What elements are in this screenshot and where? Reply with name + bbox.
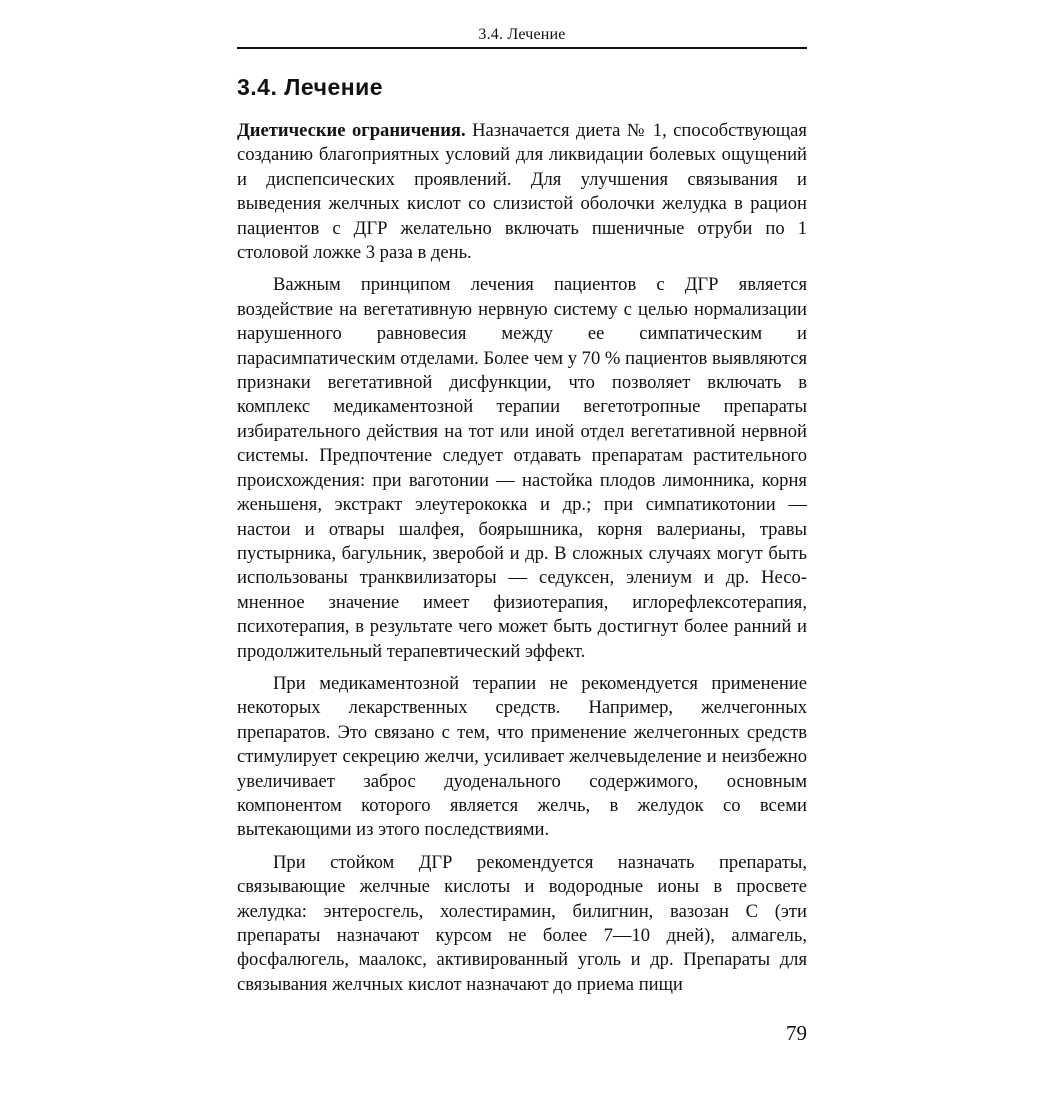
paragraph-vegetative: Важным принципом лечения пациентов с ДГР является воздействие на вегетативную нервную систему с целью нормализации нарушенного равновесия между ее симпатическим и парасимпатическим отделами. Более чем у 70 % пациентов выявляются признаки вегетативной дисфункции, что позволяет включать в комплекс медикаментозной терапии вегетотропные препараты избирательного действия на тот или иной отдел вегетативной нервной системы. Предпочтение следует отдавать препаратам растительного происхождения: при ваготонии — настойка плодов лимонника, корня женьшеня, экстракт элеутерококка и др.; при симпатикотонии — настои и отвары шалфея, боярышника, корня валерианы, травы пустырника, багульник, зверобой и др. В сложных случаях могут быть использованы транквилизаторы — седуксен, элениум и др. Несомненное значение имеет физиотерапия, иглорефлексотерапия, психотерапия, в результате чего может быть достигнут более ранний и продолжительный терапевтический эффект. xyxy=(237,274,807,662)
run-in-heading: Диетические ограничения. xyxy=(237,120,466,141)
header-rule xyxy=(237,47,807,49)
section-title: 3.4. Лечение xyxy=(237,74,384,100)
running-head: 3.4. Лечение xyxy=(478,26,566,43)
paragraph-text: Назначается диета № 1, способствующая созданию благоприятных условий для ликвидации болевых ощущений и диспепсических проявлений. Для улучшения связывания и выведения желчных кислот со слизистой оболочки желудка в рацион пациентов с ДГР желательно включать пшеничные отруби по 1 столовой ложке 3 раза в день. xyxy=(237,120,807,264)
paragraph-medication: При медикаментозной терапии не рекомендуется применение некоторых лекарственных средств. Например, желчегонных препаратов. Это связано с тем, что применение желчегонных средств стимулирует секрецию желчи, усиливает желчевыделение и неизбежно увеличивает заброс дуоденального содержимого, основным компонентом которого является желчь, в желудок со всеми вытекающими из этого последствиями. xyxy=(237,672,807,841)
paragraph-diet xyxy=(237,119,807,265)
paragraph-binding-agents: При стойком ДГР рекомендуется назначать препараты, связывающие желчные кислоты и водородные ионы в просвете желудка: энтеросгель, холестирамин, билигнин, вазозан С (эти препараты назначают курсом не более 7—10 дней), алмагель, фосфалюгель, маалокс, активированный уголь и др. Препараты для связывания желчных кислот назначают до приема пищи xyxy=(237,851,807,995)
page-number: 79 xyxy=(786,1021,807,1045)
body-text xyxy=(237,119,807,1005)
